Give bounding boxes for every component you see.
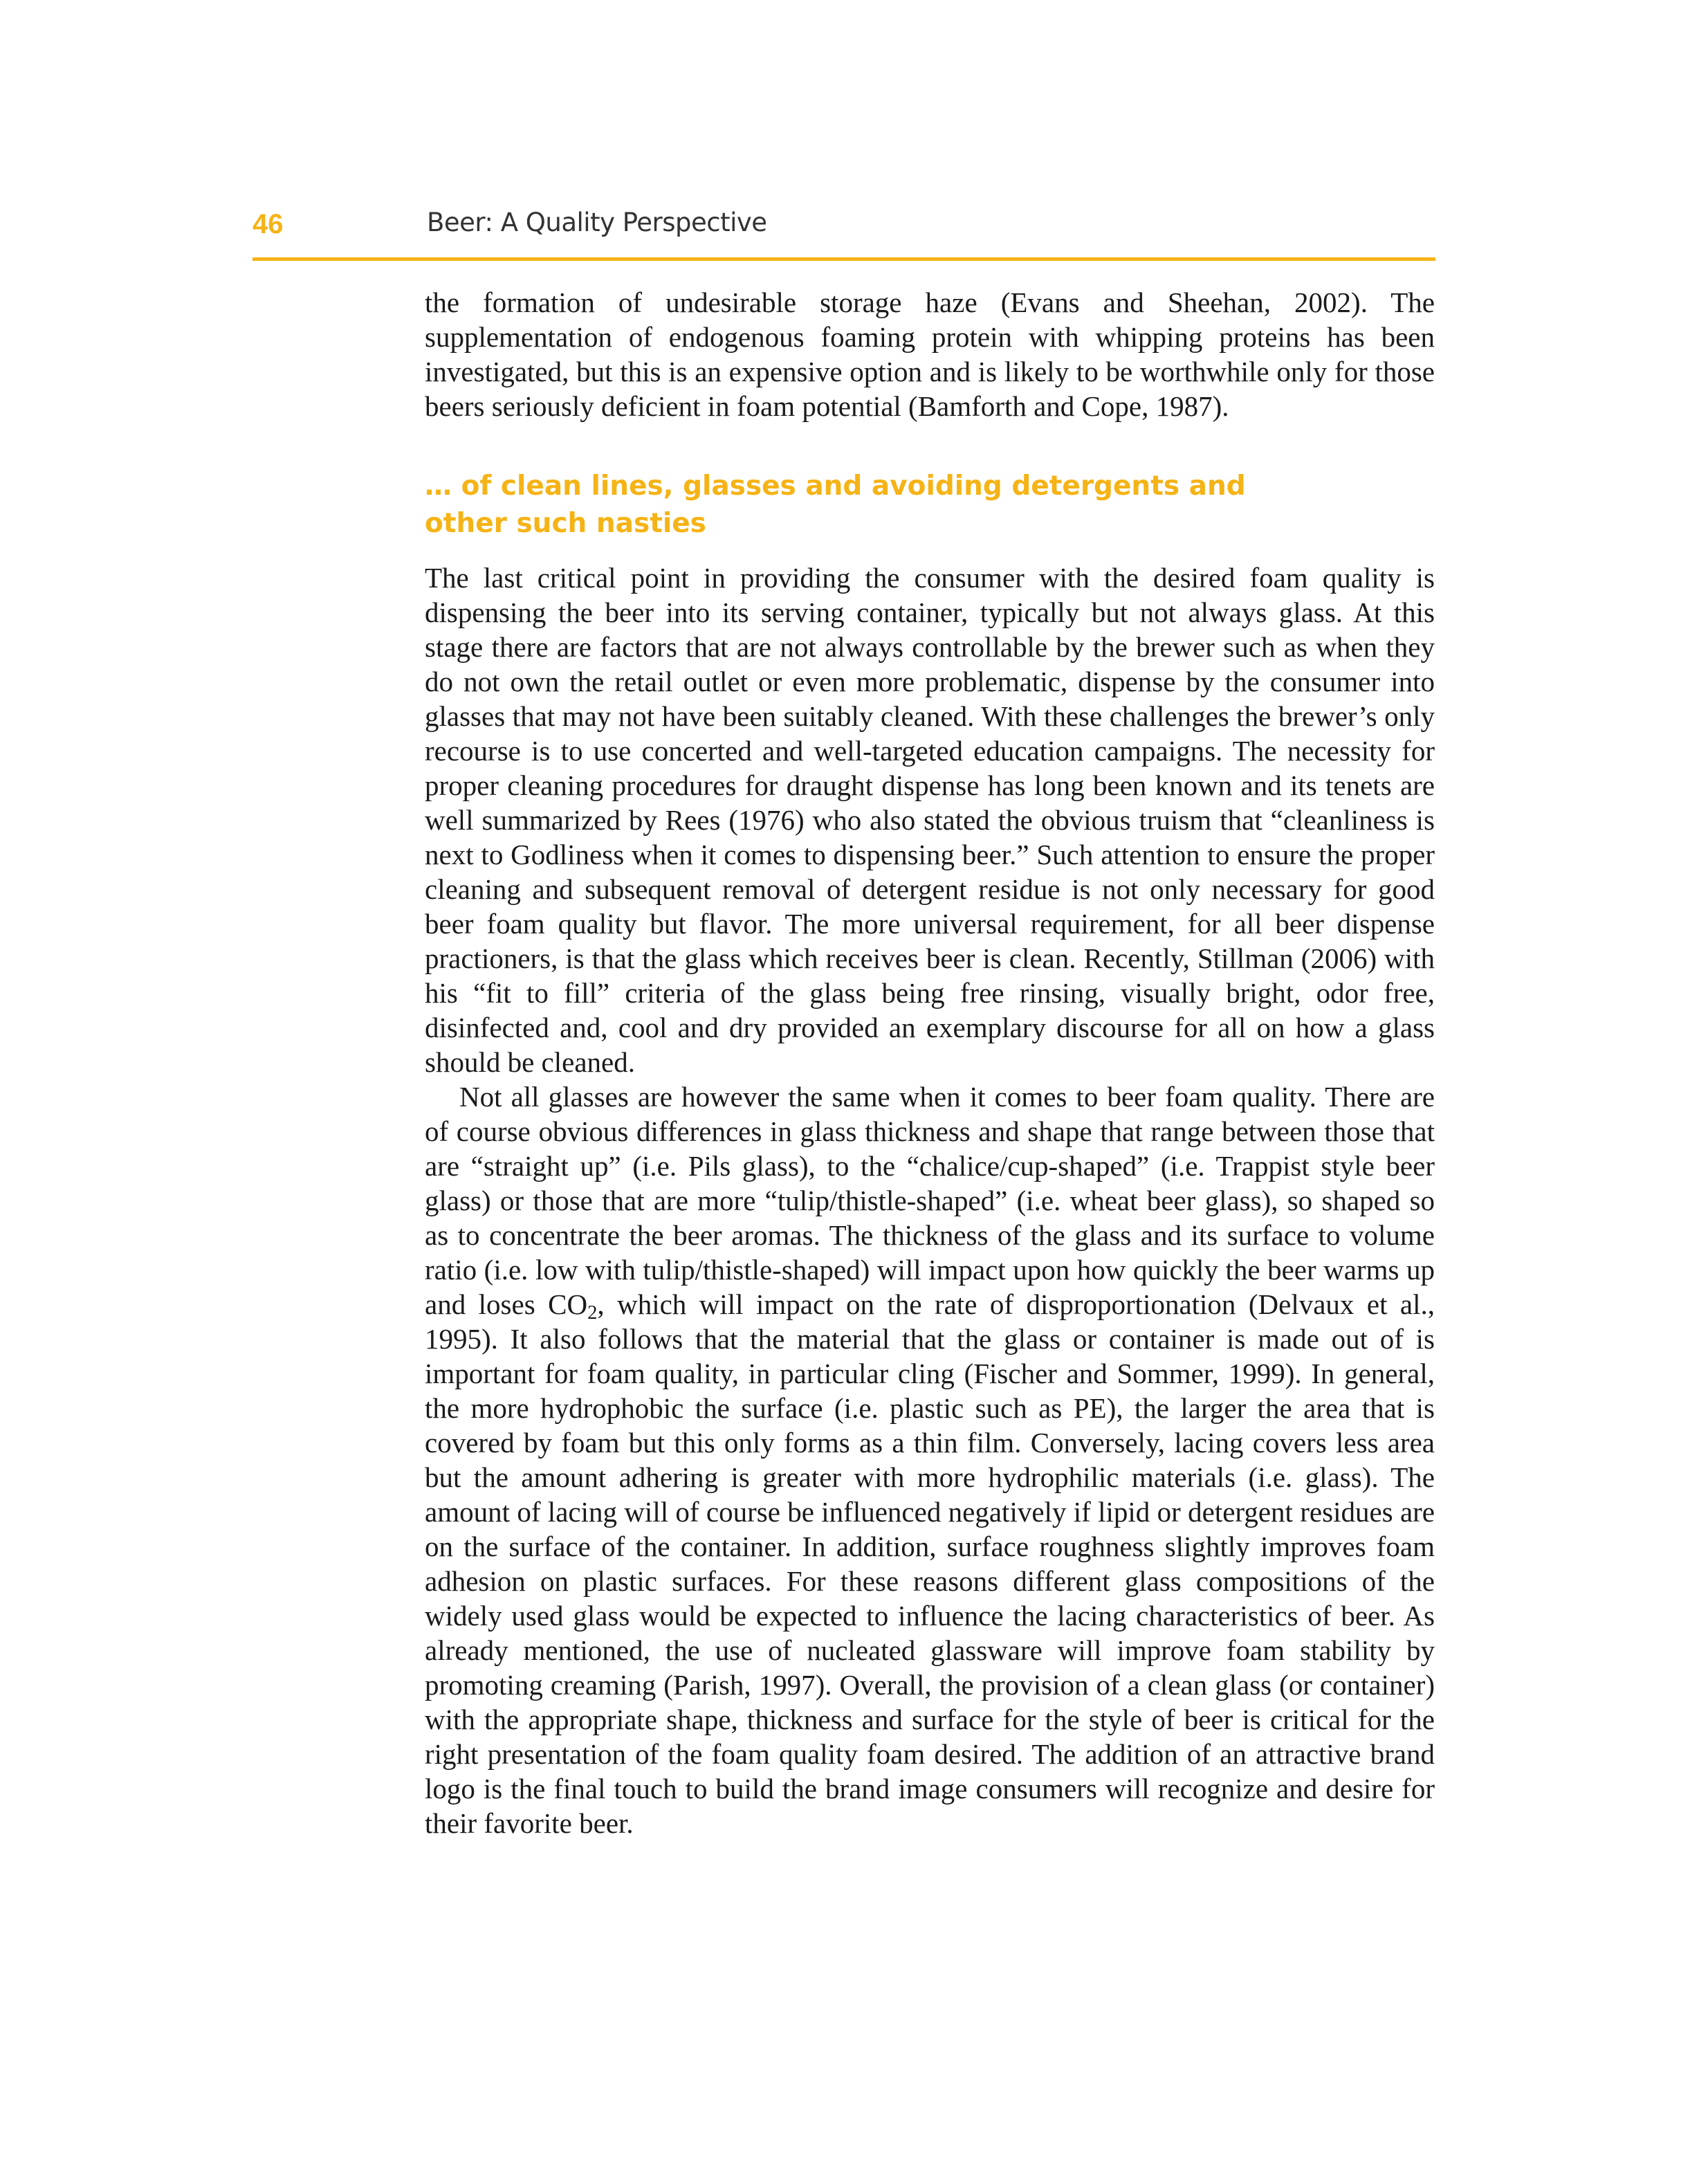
co2-subscript: 2 [587,1301,598,1324]
paragraph-1: The last critical point in providing the consumer with the desired foam quality is dispensing the beer into its serving container, typically but not always glass. At this stage there are factors that are not always controllable by the brewer such as when they do not own the retail outlet or even more problematic, dispense by the consumer into glasses that may not have been suitably cleaned. With these challenges the brewer’s only recourse is to use concerted and well-targeted education campaigns. The necessity for proper cleaning procedures for draught dispense has long been known and its tenets are well summarized by Rees (1976) who also stated the obvious truism that “cleanliness is next to Godliness when it comes to dispensing beer.” Such attention to ensure the proper cleaning and subsequent removal of detergent residue is not only necessary for good beer foam quality but flavor. The more universal requirement, for all beer dispense practioners, is that the glass which receives beer is clean. Recently, Stillman (2006) with his “fit to fill” criteria of the glass being free rinsing, visually bright, odor free, disinfected and, cool and dry provided an exemplary discourse for all on how a glass should be cleaned. [425,562,1435,1078]
paragraph-2-part-2: , which will impact on the rate of disproportionation (Delvaux et al., 1995). It also follows that the material that the glass or container is made out of is important for foam quality, in particular cling (Fischer and Sommer, 1999). In general, the more hydrophobic the surface (i.e. plastic such as PE), the larger the area that is covered by foam but this only forms as a thin film. Conversely, lacing covers less area but the amount adhering is greater with more hydrophilic materials (i.e. glass). The amount of lacing will of course be influenced negatively if lipid or detergent residues are on the surface of the container. In addition, surface roughness slightly improves foam adhesion on plastic surfaces. For these reasons different glass compositions of the widely used glass would be expected to influence the lacing characteristics of beer. As already mentioned, the use of nucleated glassware will improve foam stability by promoting creaming (Parish, 1997). Overall, the provision of a clean glass (or container) with the appropriate shape, thickness and surface for the style of beer is critical for the right presentation of the foam quality foam desired. The addition of an attractive brand logo is the final touch to build the brand image consumers will recognize and desire for their favorite beer. [425,1288,1435,1839]
intro-paragraph: the formation of undesirable storage haze (Evans and Sheehan, 2002). The supplementation of endogenous foaming protein with whipping proteins has been investigated, but this is an expensive option and is likely to be worthwhile only for those beers seriously deficient in foam potential (Bamforth and Cope, 1987). [425,286,1435,422]
body-text [425,285,1435,1840]
running-title: Beer: A Quality Perspective [427,208,767,237]
section-heading [425,468,1255,542]
header-rule [252,257,1435,261]
section-heading-line-2: other such nasties [425,508,706,539]
section-heading-line-1: … of clean lines, glasses and avoiding detergents and [425,471,1246,502]
paragraph-2-part-1: Not all glasses are however the same when it comes to beer foam quality. There are of course obvious differences in glass thickness and shape that range between those that are “straight up” (i.e. Pils glass), to the “chalice/cup-shaped” (i.e. Trappist style beer glass) or those that are more “tulip/thistle-shaped” (i.e. wheat beer glass), so shaped so as to concentrate the beer aromas. The thickness of the glass and its surface to volume ratio (i.e. low with tulip/thistle-shaped) will impact upon how quickly the beer warms up and loses CO [425,1081,1435,1320]
page-number: 46 [252,209,284,239]
paragraph-2 [425,1079,1435,1840]
page-header [252,202,1435,264]
